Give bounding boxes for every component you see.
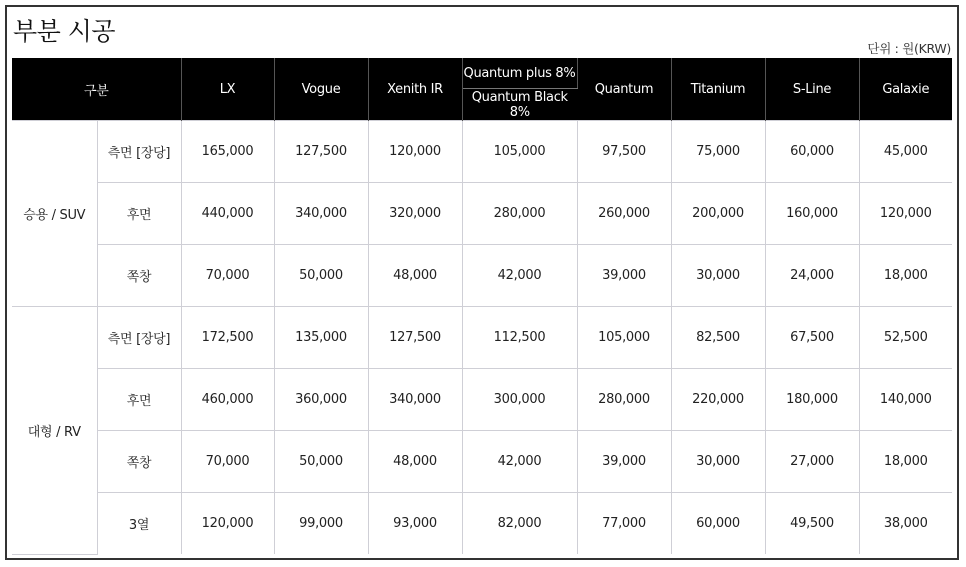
price-cell: 260,000 (577, 183, 671, 245)
price-cell: 180,000 (765, 369, 859, 431)
row-label: 쪽창 (97, 245, 181, 307)
price-cell: 50,000 (274, 431, 368, 493)
price-cell: 18,000 (859, 245, 952, 307)
price-cell: 140,000 (859, 369, 952, 431)
table-row (12, 245, 952, 307)
price-cell: 45,000 (859, 121, 952, 183)
row-label: 후면 (97, 183, 181, 245)
column-header-galaxie: Galaxie (859, 58, 952, 121)
price-cell: 42,000 (462, 245, 577, 307)
price-cell: 48,000 (368, 245, 462, 307)
price-cell: 38,000 (859, 493, 952, 555)
price-cell: 112,500 (462, 307, 577, 369)
price-cell: 135,000 (274, 307, 368, 369)
price-cell: 340,000 (368, 369, 462, 431)
column-header-lx: LX (181, 58, 274, 121)
table-row (12, 121, 952, 183)
price-cell: 280,000 (577, 369, 671, 431)
currency-unit-label: 단위 : 원(KRW) (867, 41, 951, 56)
price-cell: 220,000 (671, 369, 765, 431)
table-row (12, 183, 952, 245)
price-cell: 120,000 (181, 493, 274, 555)
price-cell: 50,000 (274, 245, 368, 307)
price-cell: 75,000 (671, 121, 765, 183)
price-cell: 77,000 (577, 493, 671, 555)
price-cell: 320,000 (368, 183, 462, 245)
price-cell: 127,500 (368, 307, 462, 369)
column-header-titanium: Titanium (671, 58, 765, 121)
price-panel (5, 5, 959, 560)
price-cell: 160,000 (765, 183, 859, 245)
price-cell: 280,000 (462, 183, 577, 245)
price-cell: 105,000 (462, 121, 577, 183)
row-label: 측면 [장당] (97, 121, 181, 183)
table-row (12, 493, 952, 555)
price-cell: 99,000 (274, 493, 368, 555)
price-cell: 48,000 (368, 431, 462, 493)
price-table (12, 58, 952, 555)
row-label: 측면 [장당] (97, 307, 181, 369)
price-cell: 172,500 (181, 307, 274, 369)
price-cell: 70,000 (181, 431, 274, 493)
price-cell: 165,000 (181, 121, 274, 183)
price-cell: 93,000 (368, 493, 462, 555)
table-row (12, 307, 952, 369)
price-cell: 82,000 (462, 493, 577, 555)
group-label: 승용 / SUV (12, 121, 97, 307)
price-cell: 27,000 (765, 431, 859, 493)
price-cell: 18,000 (859, 431, 952, 493)
price-cell: 30,000 (671, 245, 765, 307)
price-cell: 60,000 (671, 493, 765, 555)
category-header: 구분 (12, 58, 181, 121)
price-cell: 30,000 (671, 431, 765, 493)
page-title: 부분 시공 (13, 17, 116, 46)
column-header-vogue: Vogue (274, 58, 368, 121)
price-cell: 120,000 (859, 183, 952, 245)
price-cell: 105,000 (577, 307, 671, 369)
price-cell: 460,000 (181, 369, 274, 431)
table-row (12, 369, 952, 431)
column-header-quantum: Quantum (577, 58, 671, 121)
price-cell: 300,000 (462, 369, 577, 431)
price-cell: 200,000 (671, 183, 765, 245)
price-cell: 42,000 (462, 431, 577, 493)
price-cell: 24,000 (765, 245, 859, 307)
price-cell: 39,000 (577, 431, 671, 493)
price-cell: 82,500 (671, 307, 765, 369)
row-label: 3열 (97, 493, 181, 555)
price-cell: 360,000 (274, 369, 368, 431)
price-cell: 67,500 (765, 307, 859, 369)
row-label: 후면 (97, 369, 181, 431)
table-row (12, 431, 952, 493)
price-cell: 440,000 (181, 183, 274, 245)
price-cell: 49,500 (765, 493, 859, 555)
price-cell: 70,000 (181, 245, 274, 307)
price-cell: 39,000 (577, 245, 671, 307)
column-header-quantum-black: Quantum Black 8% (462, 89, 577, 121)
column-header-xenith-ir: Xenith IR (368, 58, 462, 121)
group-label: 대형 / RV (12, 307, 97, 555)
price-cell: 120,000 (368, 121, 462, 183)
column-header-quantum-plus: Quantum plus 8% (462, 58, 577, 89)
row-label: 쪽창 (97, 431, 181, 493)
price-cell: 52,500 (859, 307, 952, 369)
price-cell: 127,500 (274, 121, 368, 183)
price-cell: 340,000 (274, 183, 368, 245)
price-cell: 60,000 (765, 121, 859, 183)
column-header-s-line: S-Line (765, 58, 859, 121)
price-cell: 97,500 (577, 121, 671, 183)
